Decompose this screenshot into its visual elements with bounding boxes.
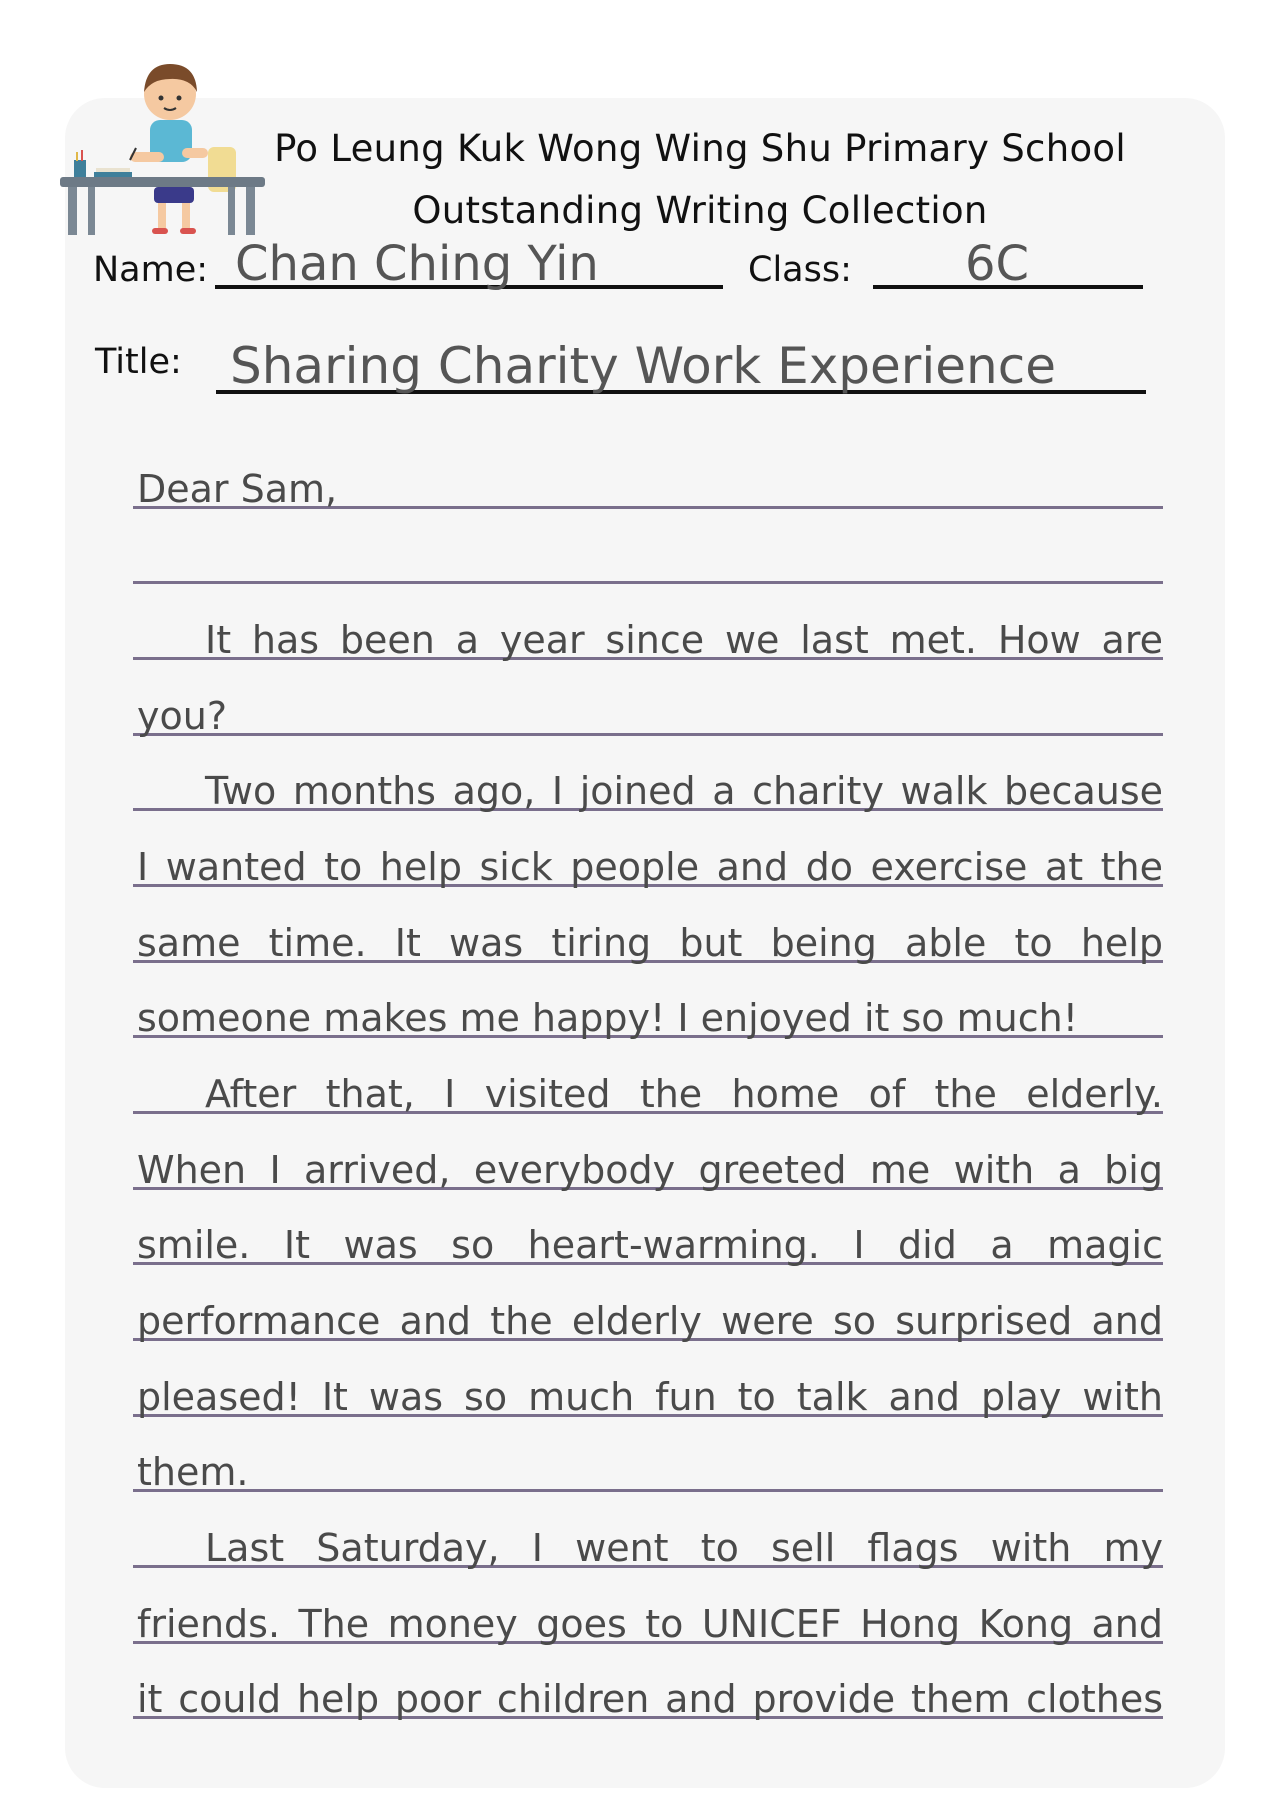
- letter-greeting: Dear Sam,: [137, 467, 338, 511]
- student-name: Chan Ching Yin: [235, 236, 599, 292]
- letter-line: someone makes me happy! I enjoyed it so much!: [137, 996, 1078, 1040]
- child-at-desk-illustration: [58, 52, 268, 237]
- essay-title: Sharing Charity Work Experience: [230, 337, 1056, 395]
- letter-line: friends. The money goes to UNICEF Hong Kong and: [137, 1602, 1163, 1646]
- school-name: Po Leung Kuk Wong Wing Shu Primary School: [274, 127, 1126, 170]
- collection-title: Outstanding Writing Collection: [412, 189, 988, 232]
- name-label: Name:: [93, 250, 209, 290]
- class-label: Class:: [748, 250, 852, 290]
- letter-line: pleased! It was so much fun to talk and play with: [137, 1375, 1163, 1419]
- letter-line: it could help poor children and provide them clothes: [137, 1677, 1163, 1721]
- letter-line: Last Saturday, I went to sell flags with my: [205, 1526, 1163, 1570]
- letter-line: It has been a year since we last met. How are: [205, 618, 1163, 662]
- letter-line: When I arrived, everybody greeted me with a big: [137, 1148, 1163, 1192]
- title-label: Title:: [95, 342, 182, 382]
- school-header: [270, 118, 1130, 242]
- letter-line: performance and the elderly were so surprised and: [137, 1299, 1163, 1343]
- letter-line: After that, I visited the home of the elderly.: [205, 1072, 1163, 1116]
- letter-line: same time. It was tiring but being able to help: [137, 921, 1163, 965]
- letter-line: I wanted to help sick people and do exercise at the: [137, 845, 1163, 889]
- ruled-line: [133, 581, 1163, 584]
- letter-line: Two months ago, I joined a charity walk because: [205, 769, 1163, 813]
- letter-line: you?: [137, 694, 227, 738]
- student-class: 6C: [965, 236, 1030, 292]
- letter-line: smile. It was so heart-warming. I did a magic: [137, 1223, 1163, 1267]
- letter-line: them.: [137, 1450, 249, 1494]
